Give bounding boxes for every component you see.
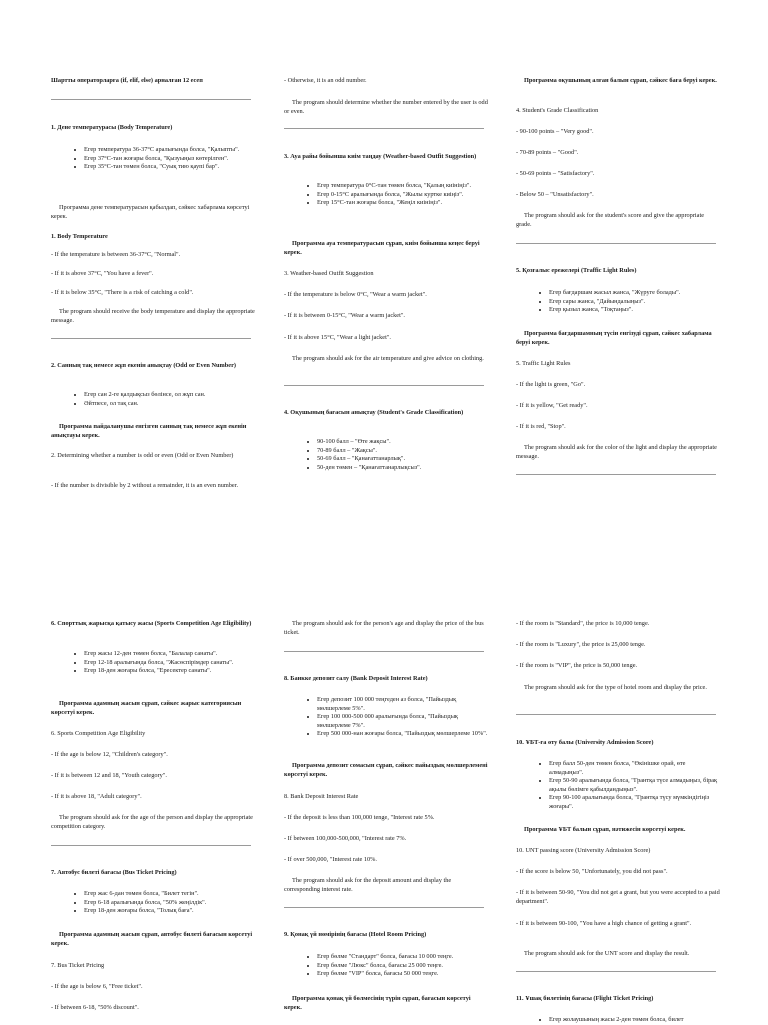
s8-heading: 8. Банкке депозит салу (Bank Deposit Interest Rate) <box>284 675 428 682</box>
s9-task-en: The program should ask for the type of hotel room and display the price. <box>524 684 707 691</box>
s3-heading-en: 3. Weather-based Outfit Suggestion <box>284 270 374 277</box>
list-item: • Егер бөлме "Люкс" болса, бағасы 25 000 теңге. <box>317 962 488 971</box>
s3-heading: 3. Ауа райы бойынша киім таңдау (Weather-based Outfit Suggestion) <box>284 153 477 160</box>
list-item: • Егер 37°C-тан жоғары болса, "Қызуыңыз көтерілген". <box>84 155 255 164</box>
s5-heading-en: 5. Traffic Light Rules <box>516 360 571 367</box>
list-item: • Егер сан 2-ге қалдықсыз бөлінсе, ол жұп сан. <box>84 391 255 400</box>
s2-cont: - Otherwise, it is an odd number. <box>284 77 367 84</box>
s8-en-1: - If between 100,000-500,000, "Interest rate 7%. <box>284 835 407 842</box>
s6-en-0: - If the age is below 12, "Children's category". <box>51 751 168 758</box>
s5-en-1: - If it is yellow, "Get ready". <box>516 402 588 409</box>
list-item: • Егер балл 50-ден төмен болса, "Өкінішке орай, өте алмадыңыз". <box>549 760 720 777</box>
s2-bullets <box>51 391 255 408</box>
list-item: • 50-ден төмен – "Қанағаттанарлықсыз". <box>317 464 488 473</box>
s9-bullets <box>284 953 488 979</box>
s4-task-en: The program should ask for the student's score and give the appropriate grade. <box>516 212 705 228</box>
list-item: • Егер 50-90 аралығында болса, "Грантқа түсе алмадыңыз, бірақ ақылы бөлімге қабылдандыңыз". <box>549 777 720 794</box>
s7-task-kk: Программа адамның жасын сұрап, автобус билеті бағасын көрсетуі керек. <box>51 931 253 947</box>
s1-bullets <box>51 146 255 172</box>
s6-en-1: - If it is between 12 and 18, "Youth category". <box>51 772 167 779</box>
s4-en-3: - Below 50 – "Unsatisfactory". <box>516 191 594 198</box>
s7-en-0: - If the age is below 6, "Free ticket". <box>51 983 143 990</box>
s9-task-kk: Программа қонақ үй бөлмесінің түрін сұрап, бағасын көрсетуі керек. <box>284 995 471 1011</box>
s3-task-en: The program should ask for the air temperature and give advice on clothing. <box>292 355 484 362</box>
list-item: • Егер температура 0°C-тан төмен болса, "Қалың киініңіз". <box>317 182 488 191</box>
list-item: • Егер бөлме "Стандарт" болса, бағасы 10 000 теңге. <box>317 953 488 962</box>
s7-en-1: - If between 6-18, "50% discount". <box>51 1004 139 1011</box>
list-item: • Егер 15°C-тан жоғары болса, "Жеңіл киініңіз". <box>317 199 488 208</box>
s3-bullets <box>284 182 488 208</box>
list-item: • Егер депозит 100 000 теңгеден аз болса, "Пайыздық мөлшерлеме 5%". <box>317 696 488 713</box>
s1-heading: 1. Дене температурасы (Body Temperature) <box>51 124 173 131</box>
s5-en-0: - If the light is green, "Go". <box>516 381 586 388</box>
divider <box>284 651 484 652</box>
list-item: • Егер бөлме "VIP" болса, бағасы 50 000 теңге. <box>317 970 488 979</box>
s7-heading-en: 7. Bus Ticket Pricing <box>51 962 105 969</box>
s6-task-kk: Программа адамның жасын сұрап, сәйкес жарыс категориясын көрсетуі керек. <box>51 700 242 716</box>
divider <box>51 845 251 846</box>
document-title: Шартты операторларға (if, elif, else) арналған 12 есеп <box>51 77 203 84</box>
list-item: • Егер 6-18 аралығында болса, "50% жеңілдік". <box>84 899 255 908</box>
s10-heading: 10. ҰБТ-ға өту балы (University Admission Score) <box>516 739 654 746</box>
s1-en-0: - If the temperature is between 36-37°C, "Normal". <box>51 251 181 258</box>
s2-task-en: The program should determine whether the number entered by the user is odd or even. <box>284 99 488 115</box>
s6-task-en: The program should ask for the age of the person and display the appropriate competition category. <box>51 814 253 830</box>
list-item: • Егер қызыл жанса, "Тоқтаңыз". <box>549 306 720 315</box>
list-item: • Әйтпесе, ол тақ сан. <box>84 400 255 409</box>
divider <box>516 474 716 475</box>
list-item: • Егер бағдаршам жасыл жанса, "Жүруге болады". <box>549 289 720 298</box>
list-item: • Егер сары жанса, "Дайындалыңыз". <box>549 298 720 307</box>
s1-en-1: - If it is above 37°C, "You have a fever". <box>51 270 154 277</box>
s6-bullets <box>51 650 255 676</box>
s6-heading-en: 6. Sports Competition Age Eligibility <box>51 730 146 737</box>
list-item: • 50-69 балл – "Қанағаттанарлық". <box>317 455 488 464</box>
list-item: • Егер температура 36-37°C аралығында болса, "Қалыпты". <box>84 146 255 155</box>
list-item: • Егер жас 6-дан төмен болса, "Билет тегін". <box>84 890 255 899</box>
divider <box>284 128 484 129</box>
s7-task-en: The program should ask for the person's age and display the price of the bus ticket. <box>284 620 484 636</box>
s9-heading: 9. Қонақ үй нөмірінің бағасы (Hotel Room Pricing) <box>284 931 427 938</box>
s2-en: - If the number is divisible by 2 without a remainder, it is an even number. <box>51 482 239 489</box>
s10-en-1: - If it is between 50-90, "You did not get a grant, but you were accepted to a paid department". <box>516 889 720 905</box>
s8-en-0: - If the deposit is less than 100,000 tenge, "Interest rate 5%. <box>284 814 435 821</box>
divider <box>516 971 716 972</box>
s8-task-kk: Программа депозит сомасын сұрап, сәйкес пайыздық мөлшерлемені көрсетуі керек. <box>284 762 488 778</box>
divider <box>284 907 484 908</box>
s10-en-0: - If the score is below 50, "Unfortunately, you did not pass". <box>516 868 668 875</box>
s3-en-1: - If it is between 0-15°C, "Wear a warm jacket". <box>284 312 405 319</box>
s1-task-kk: Программа дене температурасын қабылдап, сәйкес хабарлама көрсетуі керек. <box>51 204 250 220</box>
s7-heading: 7. Автобус билеті бағасы (Bus Ticket Pricing) <box>51 869 177 876</box>
s11-heading: 11. Ұшақ билетінің бағасы (Flight Ticket Pricing) <box>516 995 654 1002</box>
s9-en-0: - If the room is "Standard", the price is 10,000 tenge. <box>516 620 650 627</box>
list-item: • Егер 35°C-тан төмен болса, "Суық тию қаупі бар". <box>84 163 255 172</box>
s9-en-2: - If the room is "VIP", the price is 50,000 tenge. <box>516 662 638 669</box>
s5-en-2: - If it is red, "Stop". <box>516 423 566 430</box>
s5-task-en: The program should ask for the color of the light and display the appropriate message. <box>516 444 717 460</box>
s8-task-en: The program should ask for the deposit amount and display the corresponding interest rate. <box>284 877 452 893</box>
s10-bullets <box>516 760 720 811</box>
s4-heading-en: 4. Student's Grade Classification <box>516 107 599 114</box>
divider <box>284 385 484 386</box>
s8-heading-en: 8. Bank Deposit Interest Rate <box>284 793 359 800</box>
list-item: • Егер 90-100 аралығында болса, "Грантқа түсу мүмкіндігіңіз жоғары". <box>549 794 720 811</box>
divider <box>51 338 251 339</box>
s10-heading-en: 10. UNT passing score (University Admission Score) <box>516 847 651 854</box>
s4-heading: 4. Оқушының бағасын анықтау (Student's Grade Classification) <box>284 409 464 416</box>
list-item: • 70-89 балл – "Жақсы". <box>317 447 488 456</box>
s8-bullets <box>284 696 488 739</box>
s10-task-kk: Программа ҰБТ балын сұрап, нәтижесін көрсетуі керек. <box>524 826 686 833</box>
s11-bullets <box>516 1016 720 1025</box>
divider <box>51 99 251 100</box>
list-item: • Егер 500 000-нан жоғары болса, "Пайыздық мөлшерлеме 10%". <box>317 730 488 739</box>
s4-bullets <box>284 438 488 472</box>
s4-en-2: - 50-69 points – "Satisfactory". <box>516 170 595 177</box>
s4-task-kk: Программа оқушының алған балын сұрап, сәйкес баға беруі керек. <box>524 77 717 84</box>
s10-en-2: - If it is between 90-100, "You have a high chance of getting a grant". <box>516 920 692 927</box>
s1-task-en: The program should receive the body temperature and display the appropriate message. <box>51 308 255 324</box>
s3-en-0: - If the temperature is below 0°C, "Wear a warm jacket". <box>284 291 427 298</box>
s2-heading-en: 2. Determining whether a number is odd or even (Odd or Even Number) <box>51 452 234 459</box>
list-item: • Егер 18-ден жоғары болса, "Ересектер санаты". <box>84 667 255 676</box>
list-item: • Егер 100 000-500 000 аралығында болса, "Пайыздық мөлшерлеме 7%". <box>317 713 488 730</box>
s2-heading: 2. Санның тақ немесе жұп екенін анықтау (Odd or Even Number) <box>51 362 236 369</box>
s3-en-2: - If it is above 15°C, "Wear a light jacket". <box>284 334 391 341</box>
s3-task-kk: Программа ауа температурасын сұрап, киім бойынша кеңес беруі керек. <box>284 240 480 256</box>
s10-task-en: The program should ask for the UNT score and display the result. <box>524 950 690 957</box>
list-item: • Егер жасы 12-ден төмен болса, "Балалар санаты". <box>84 650 255 659</box>
list-item: • Егер 18-ден жоғары болса, "Толық баға". <box>84 907 255 916</box>
s1-heading-en: 1. Body Temperature <box>51 233 108 240</box>
list-item: • Егер 12-18 аралығында болса, "Жасөспірімдер санаты". <box>84 659 255 668</box>
divider <box>516 243 716 244</box>
s7-bullets <box>51 890 255 916</box>
s9-en-1: - If the room is "Luxury", the price is 25,000 tenge. <box>516 641 646 648</box>
list-item: • Егер жолаушының жасы 2-ден төмен болса, билет <box>549 1016 720 1025</box>
list-item: • 90-100 балл – "Өте жақсы". <box>317 438 488 447</box>
divider <box>516 714 716 715</box>
s4-en-0: - 90-100 points – "Very good". <box>516 128 594 135</box>
s2-task-kk: Программа пайдаланушы енгізген санның тақ немесе жұп екенін анықтауы керек. <box>51 423 247 439</box>
s5-heading: 5. Қозғалыс ережелері (Traffic Light Rules) <box>516 267 637 274</box>
s8-en-2: - If over 500,000, "Interest rate 10%. <box>284 856 377 863</box>
s5-bullets <box>516 289 720 315</box>
s1-en-2: - If it is below 35°C, "There is a risk of catching a cold". <box>51 289 194 296</box>
s6-heading: 6. Спорттық жарысқа қатысу жасы (Sports Competition Age Eligibility) <box>51 620 252 627</box>
s6-en-2: - If it is above 18, "Adult category". <box>51 793 142 800</box>
s5-task-kk: Программа бағдаршамның түсін енгізуді сұрап, сәйкес хабарлама беруі керек. <box>516 330 712 346</box>
s4-en-1: - 70-89 points – "Good". <box>516 149 579 156</box>
list-item: • Егер 0-15°C аралығында болса, "Жылы куртке киіңіз". <box>317 191 488 200</box>
